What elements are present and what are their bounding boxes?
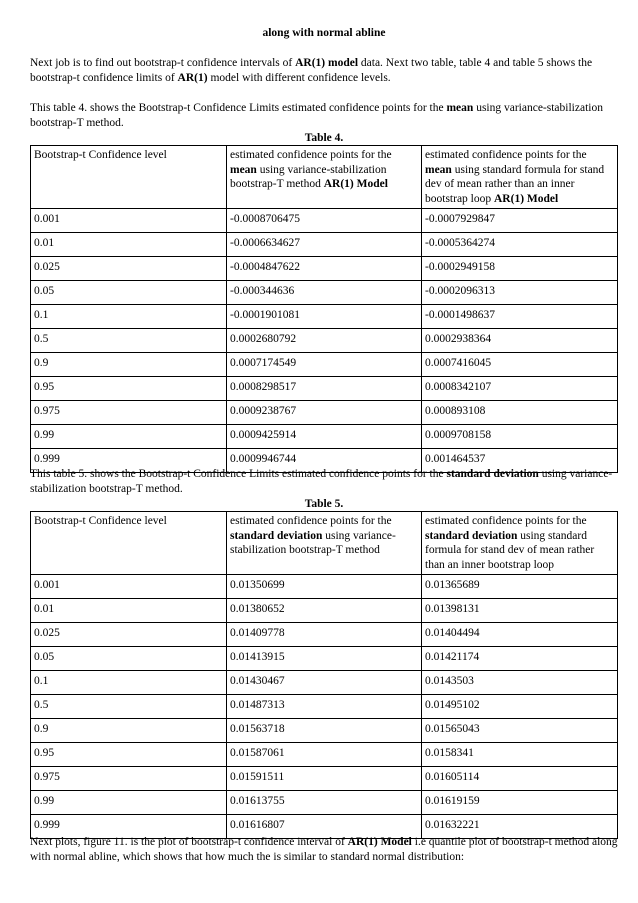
table5-cell: 0.01487313 (227, 695, 422, 719)
table-row (31, 209, 618, 233)
table4-cell: 0.99 (31, 425, 227, 449)
table-row (31, 305, 618, 329)
table5-cell: 0.01632221 (422, 815, 618, 839)
table5-cell: 0.01430467 (227, 671, 422, 695)
table5-cell: 0.01398131 (422, 599, 618, 623)
table4-cell: 0.001464537 (422, 449, 618, 473)
table4-lead-text-1: This table 4. shows the Bootstrap-t Confidence Limits estimated confidence points for the (30, 102, 447, 114)
closing-bold: AR(1) Model (347, 836, 412, 848)
table5-cell: 0.01616807 (227, 815, 422, 839)
table4-cell: 0.025 (31, 257, 227, 281)
table4-cell: 0.95 (31, 377, 227, 401)
section-heading: along with normal abline (262, 27, 386, 39)
table5-cell: 0.01563718 (227, 719, 422, 743)
table5-cell: 0.95 (31, 743, 227, 767)
table4-lead-paragraph (30, 101, 618, 131)
table-row (31, 623, 618, 647)
table5-cell: 0.01421174 (422, 647, 618, 671)
table5-cell: 0.01565043 (422, 719, 618, 743)
table5-cell: 0.01 (31, 599, 227, 623)
table-row (31, 599, 618, 623)
table-row (31, 281, 618, 305)
table4-cell: 0.999 (31, 449, 227, 473)
table4-lead-bold: mean (446, 102, 474, 114)
table4-header-standard: estimated confidence points for the mean using standard formula for stand dev of mean rather than an inner bootstrap loop AR(1) Model (422, 146, 618, 209)
table5-cell: 0.5 (31, 695, 227, 719)
intro-text-3: model with different confidence levels. (207, 72, 391, 84)
table4-cell: 0.1 (31, 305, 227, 329)
table-row (31, 671, 618, 695)
table4-cell: 0.0007416045 (422, 353, 618, 377)
table4-cell: 0.9 (31, 353, 227, 377)
table5-cell: 0.01613755 (227, 791, 422, 815)
table-row (31, 695, 618, 719)
table4-header-row (31, 146, 618, 209)
table5-lead-paragraph (30, 467, 618, 497)
table4-cell: 0.000893108 (422, 401, 618, 425)
intro-text-1: Next job is to find out bootstrap-t confidence intervals of (30, 57, 296, 69)
table-row (31, 575, 618, 599)
table4-cell: 0.975 (31, 401, 227, 425)
table-row (31, 647, 618, 671)
table4-lead-text-2: using variance-stabilization bootstrap-T method. (30, 102, 603, 129)
table4-cell: 0.0007174549 (227, 353, 422, 377)
table5-cell: 0.01587061 (227, 743, 422, 767)
table5-cell: 0.0158341 (422, 743, 618, 767)
table5 (30, 511, 618, 839)
table4-cell: -0.0002949158 (422, 257, 618, 281)
table5-cell: 0.01404494 (422, 623, 618, 647)
table4-cell: -0.0006634627 (227, 233, 422, 257)
table5-cell: 0.1 (31, 671, 227, 695)
table-row (31, 401, 618, 425)
table5-header-row (31, 512, 618, 575)
table5-cell: 0.01591511 (227, 767, 422, 791)
table4-cell: 0.001 (31, 209, 227, 233)
table4-cell: -0.0008706475 (227, 209, 422, 233)
table4-cell: -0.0005364274 (422, 233, 618, 257)
table5-caption: Table 5. (304, 498, 344, 510)
table4-cell: -0.0004847622 (227, 257, 422, 281)
closing-text-2: i.e quantile plot of bootstrap-t method along with normal abline, which shows that how much the is similar to standard normal distribution: (30, 836, 618, 863)
table-row (31, 329, 618, 353)
table5-cell: 0.01350699 (227, 575, 422, 599)
table5-cell: 0.999 (31, 815, 227, 839)
table4-header-variance: estimated confidence points for the mean using variance-stabilization bootstrap-T method AR(1) Model (227, 146, 422, 209)
table5-lead-text-1: This table 5. shows the Bootstrap-t Confidence Limits estimated confidence points for the (30, 468, 447, 480)
table4-cell: 0.05 (31, 281, 227, 305)
table4-cell: 0.5 (31, 329, 227, 353)
table4-cell: 0.0009238767 (227, 401, 422, 425)
closing-text-1: Next plots, figure 11. is the plot of bootstrap-t confidence interval of (30, 836, 348, 848)
table4-cell: 0.0009708158 (422, 425, 618, 449)
table5-cell: 0.01605114 (422, 767, 618, 791)
table4-caption: Table 4. (304, 132, 344, 144)
intro-text-2: data. Next two table, table 4 and table 5 shows the bootstrap-t confidence limits of (30, 57, 593, 84)
closing-paragraph (30, 835, 618, 865)
intro-bold-1: AR(1) model (295, 57, 359, 69)
table4 (30, 145, 618, 473)
intro-paragraph (30, 56, 618, 86)
table5-cell: 0.01365689 (422, 575, 618, 599)
table5-lead-bold: standard deviation (446, 468, 539, 480)
table5-cell: 0.01495102 (422, 695, 618, 719)
table-row (31, 425, 618, 449)
table-row (31, 353, 618, 377)
table-row (31, 719, 618, 743)
table4-cell: 0.0002680792 (227, 329, 422, 353)
table5-cell: 0.025 (31, 623, 227, 647)
table4-cell: 0.01 (31, 233, 227, 257)
table4-cell: -0.0007929847 (422, 209, 618, 233)
table4-header-level: Bootstrap-t Confidence level (31, 146, 227, 209)
table5-cell: 0.01619159 (422, 791, 618, 815)
table4-cell: 0.0008298517 (227, 377, 422, 401)
table5-header-level: Bootstrap-t Confidence level (31, 512, 227, 575)
table-row (31, 377, 618, 401)
table4-cell: -0.0001498637 (422, 305, 618, 329)
table-row (31, 257, 618, 281)
table5-cell: 0.01409778 (227, 623, 422, 647)
table5-header-variance: estimated confidence points for the standard deviation using variance-stabilization bootstrap-T method (227, 512, 422, 575)
table5-cell: 0.001 (31, 575, 227, 599)
table4-cell: 0.0009425914 (227, 425, 422, 449)
table4-cell: 0.0009946744 (227, 449, 422, 473)
table5-header-standard: estimated confidence points for the standard deviation using standard formula for stand dev of mean rather than an inner bootstrap loop (422, 512, 618, 575)
table4-cell: -0.000344636 (227, 281, 422, 305)
table-row (31, 767, 618, 791)
table5-cell: 0.05 (31, 647, 227, 671)
table4-cell: 0.0002938364 (422, 329, 618, 353)
table5-cell: 0.99 (31, 791, 227, 815)
table5-cell: 0.0143503 (422, 671, 618, 695)
table5-cell: 0.9 (31, 719, 227, 743)
table4-cell: -0.0001901081 (227, 305, 422, 329)
intro-bold-2: AR(1) (177, 72, 208, 84)
table4-cell: 0.0008342107 (422, 377, 618, 401)
table-row (31, 791, 618, 815)
table-row (31, 743, 618, 767)
table4-cell: -0.0002096313 (422, 281, 618, 305)
table5-lead-text-2: using variance-stabilization bootstrap-T method. (30, 468, 613, 495)
table5-cell: 0.01413915 (227, 647, 422, 671)
table5-cell: 0.01380652 (227, 599, 422, 623)
table5-cell: 0.975 (31, 767, 227, 791)
table-row (31, 233, 618, 257)
